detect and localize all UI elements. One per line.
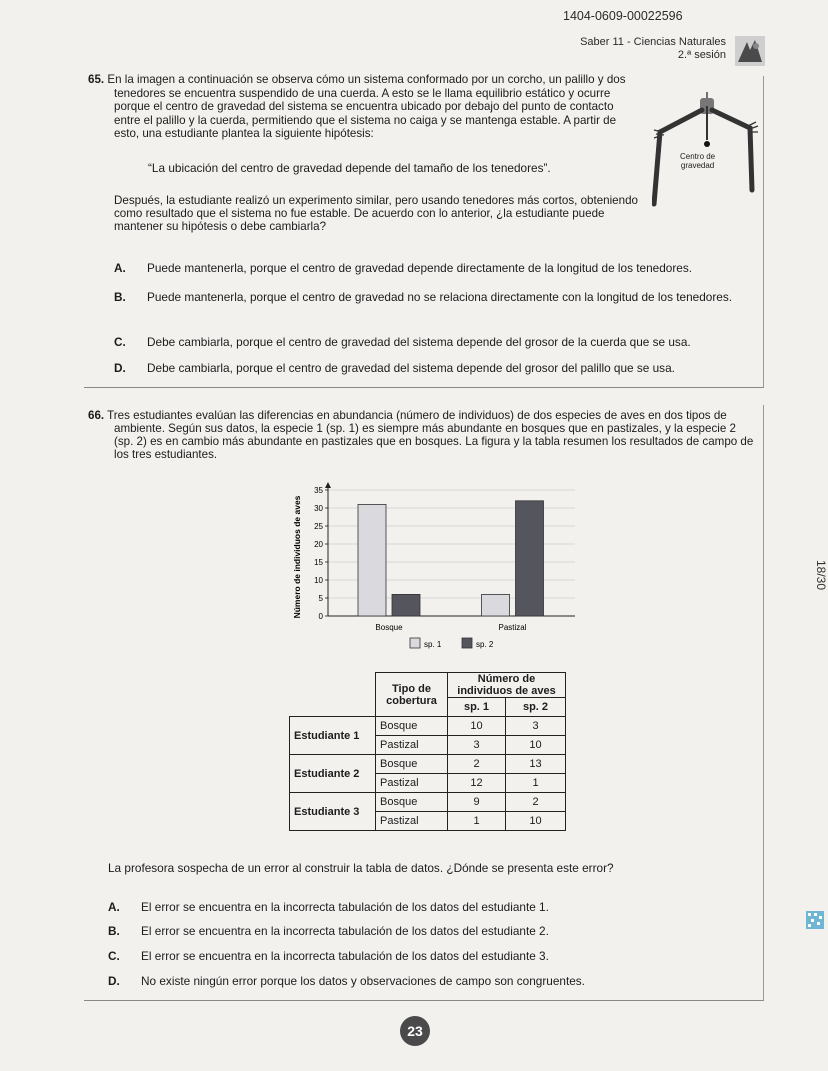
cover-cell: Bosque (376, 717, 448, 736)
sp1-cell: 9 (448, 793, 506, 812)
y-tick-label: 10 (314, 576, 323, 585)
sp2-cell: 1 (506, 774, 566, 793)
option-66-c[interactable]: C. El error se encuentra en la incorrecta tabulación de los datos del estudiante 3. (108, 949, 549, 963)
y-axis-label: Número de individuos de aves (292, 495, 302, 619)
option-66-b[interactable]: B. El error se encuentra en la incorrecta tabulación de los datos del estudiante 2. (108, 924, 549, 938)
cover-cell: Bosque (376, 755, 448, 774)
student-label: Estudiante 1 (290, 717, 376, 755)
y-tick-label: 25 (314, 522, 323, 531)
y-tick-label: 20 (314, 540, 323, 549)
exam-logo-icon (735, 36, 765, 66)
header-sp1: sp. 1 (448, 698, 506, 717)
hypothesis-quote: “La ubicación del centro de gravedad depende del tamaño de los tenedores”. (148, 161, 551, 175)
question-65-text: En la imagen a continuación se observa cómo un sistema conformado por un corcho, un palillo y dos tenedores se encuentra suspendido de una cuerda. A esto se le llama equilibrio estático y ocurre porque el centro de gravedad del sistema se encuentra ubicado por debajo del punto de contacto entre el palillo y la cuerda, permitiendo que el sistema no caiga y se mantenga estable. A partir de esto, una estudiante plantea la siguiente hipótesis: (107, 73, 626, 140)
question-66-stem (88, 409, 756, 461)
sp2-cell: 3 (506, 717, 566, 736)
sp1-cell: 10 (448, 717, 506, 736)
field-data-table (289, 672, 566, 831)
subject-header (560, 36, 726, 62)
option-65-d[interactable]: D. Debe cambiarla, porque el centro de gravedad del sistema depende del grosor del palillo que se usa. (114, 361, 675, 375)
sp2-cell: 10 (506, 736, 566, 755)
datamatrix-code-icon (806, 911, 824, 929)
sp1-cell: 1 (448, 812, 506, 831)
x-category-label: Pastizal (498, 623, 527, 632)
bar-pastizal-sp2 (516, 501, 544, 616)
question-66-prompt: La profesora sospecha de un error al construir la tabla de datos. ¿Dónde se presenta este error? (108, 861, 614, 875)
question-65-stem (88, 73, 633, 141)
abundance-bar-chart (290, 478, 580, 658)
student-label: Estudiante 2 (290, 755, 376, 793)
y-tick-label: 5 (318, 594, 323, 603)
header-sp2: sp. 2 (506, 698, 566, 717)
y-tick-label: 15 (314, 558, 323, 567)
cover-cell: Pastizal (376, 736, 448, 755)
table-row (290, 755, 566, 774)
sp1-cell: 2 (448, 755, 506, 774)
question-66-text: Tres estudiantes evalúan las diferencias en abundancia (número de individuos) de dos especies de aves en dos tipos de ambiente. Según sus datos, la especie 1 (sp. 1) es siempre más abundante en bosques que en pastizales, y la especie 2 (sp. 2) es en cambio más abundante en pastizales que en bosques. La figura y la tabla resumen los resultados de campo de los tres estudiantes. (107, 409, 754, 461)
question-65-number: 65. (88, 73, 105, 86)
sp1-cell: 12 (448, 774, 506, 793)
sp2-cell: 10 (506, 812, 566, 831)
bar-pastizal-sp1 (482, 594, 510, 616)
question-66-number: 66. (88, 409, 105, 422)
sp2-cell: 2 (506, 793, 566, 812)
bar-bosque-sp1 (358, 504, 386, 616)
session-label: 2.ª sesión (677, 49, 726, 61)
option-66-d[interactable]: D. No existe ningún error porque los datos y observaciones de campo son congruentes. (108, 974, 585, 988)
option-65-a[interactable]: A. Puede mantenerla, porque el centro de gravedad depende directamente de la longitud de los tenedores. (114, 261, 693, 275)
option-65-b[interactable]: B. Puede mantenerla, porque el centro de gravedad no se relaciona directamente con la longitud de los tenedores. (114, 290, 732, 304)
y-tick-label: 0 (318, 612, 323, 621)
sp1-cell: 3 (448, 736, 506, 755)
header-cover-type: Tipo de cobertura (376, 673, 448, 717)
x-category-label: Bosque (375, 623, 403, 632)
y-tick-label: 30 (314, 504, 323, 513)
page-number: 23 (400, 1016, 430, 1046)
question-65-followup: Después, la estudiante realizó un experimento similar, pero usando tenedores más cortos, obteniendo como resultado que el sistema no fue estable. De acuerdo con lo anterior, ¿la estudiante puede mantener su hipótesis o debe cambiarla? (114, 194, 638, 233)
legend-label: sp. 2 (476, 640, 494, 649)
subject-title: Saber 11 - Ciencias Naturales (580, 36, 726, 48)
option-66-a[interactable]: A. El error se encuentra en la incorrecta tabulación de los datos del estudiante 1. (108, 900, 549, 914)
cover-cell: Pastizal (376, 812, 448, 831)
header-individual-count: Número de individuos de aves (448, 673, 566, 698)
cork-forks-figure (652, 92, 762, 208)
legend-swatch (462, 638, 472, 648)
option-65-c[interactable]: C. Debe cambiarla, porque el centro de gravedad del sistema depende del grosor de la cuerda que se usa. (114, 335, 691, 349)
bar-bosque-sp2 (392, 594, 420, 616)
cover-cell: Pastizal (376, 774, 448, 793)
cover-cell: Bosque (376, 793, 448, 812)
document-code: 1404-0609-00022596 (563, 9, 683, 23)
legend-label: sp. 1 (424, 640, 442, 649)
legend-swatch (410, 638, 420, 648)
center-of-gravity-label: Centro de gravedad (680, 152, 716, 170)
table-row (290, 793, 566, 812)
balance-illustration (652, 92, 762, 208)
sp2-cell: 13 (506, 755, 566, 774)
table-row (290, 717, 566, 736)
y-axis-arrow (325, 482, 331, 488)
student-label: Estudiante 3 (290, 793, 376, 831)
y-tick-label: 35 (314, 486, 323, 495)
page-counter: 18/30 (814, 559, 828, 591)
